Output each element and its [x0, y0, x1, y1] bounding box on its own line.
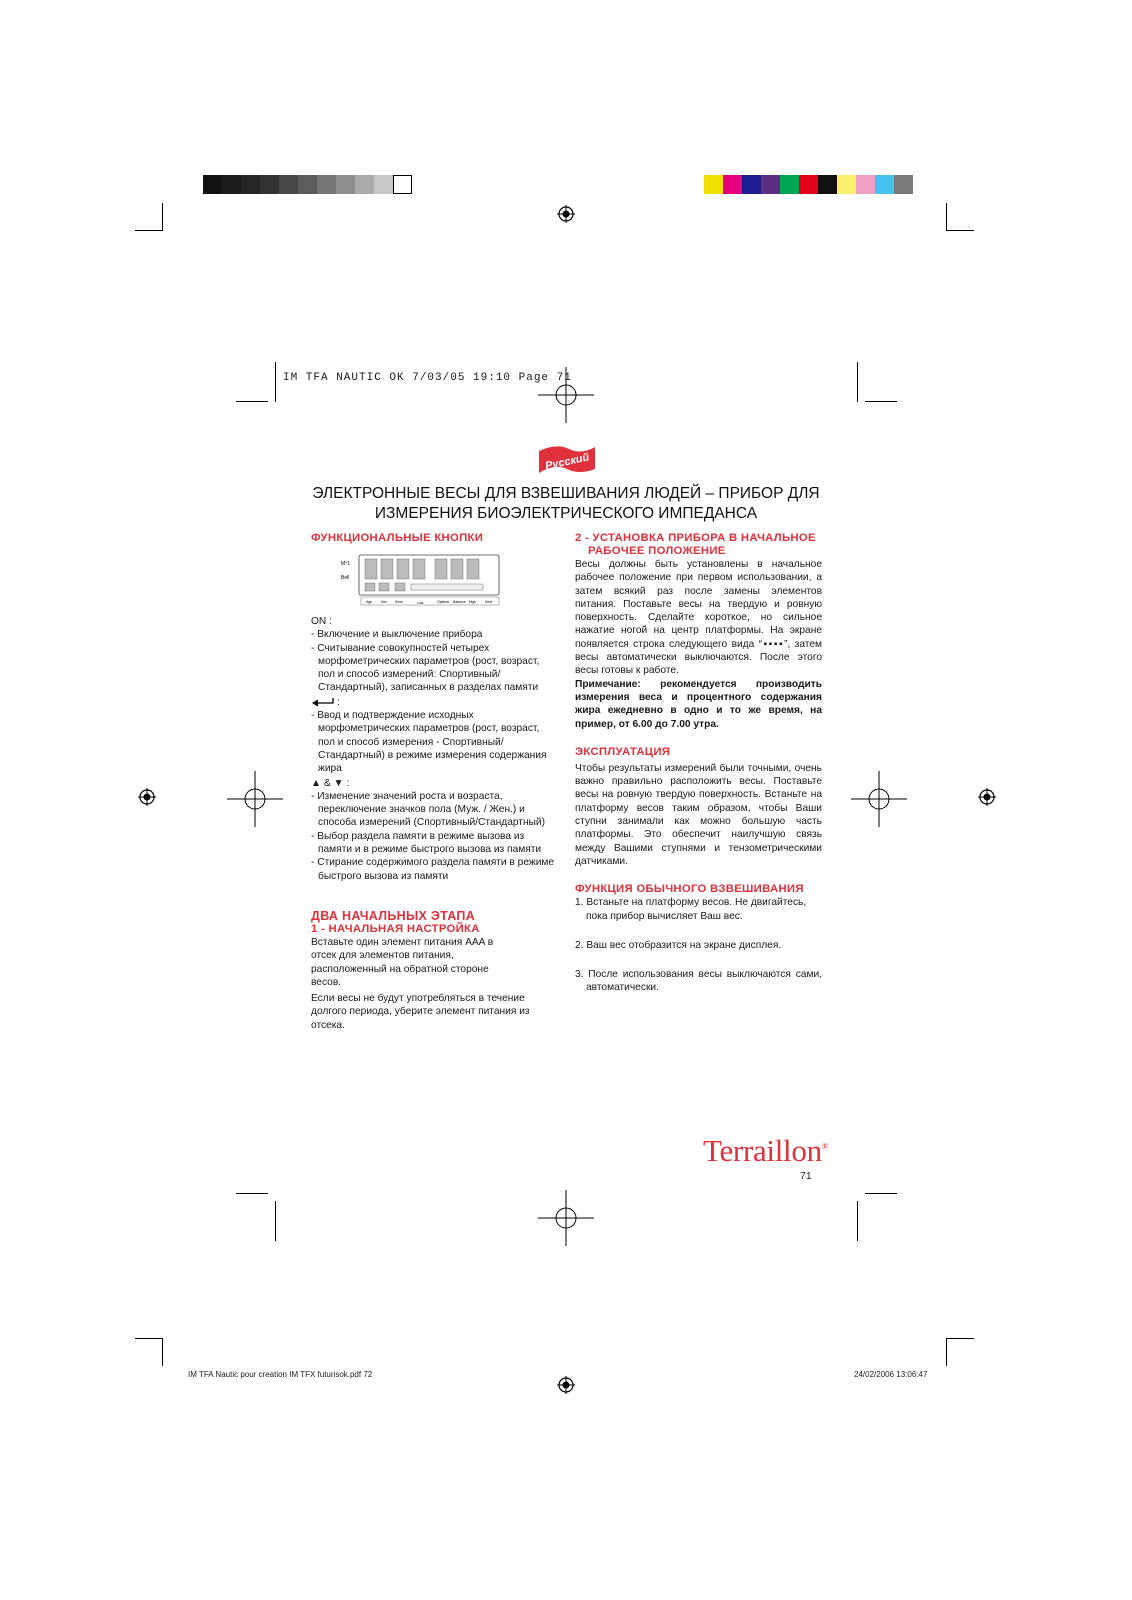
crop-mark: [135, 1338, 163, 1339]
on-label: ON :: [311, 616, 332, 627]
title-line-1: ЭЛЕКТРОННЫЕ ВЕСЫ ДЛЯ ВЗВЕШИВАНИЯ ЛЮДЕЙ – ПРИБОР ДЛЯ: [312, 485, 820, 502]
weighing-step: 3. После использования весы выключаются сами, автоматически.: [575, 969, 822, 994]
display-label: M°1: [341, 561, 350, 567]
left-column: [311, 532, 555, 1032]
right-column: [575, 532, 822, 995]
registration-mark-icon: [556, 204, 576, 224]
display-label: Low: [417, 601, 424, 605]
title-line-2: ИЗМЕРЕНИЯ БИОЭЛЕКТРИЧЕСКОГО ИМПЕДАНСА: [374, 505, 758, 522]
brand-logo: [703, 1133, 828, 1169]
enter-suffix: :: [337, 696, 340, 708]
crop-mark: [236, 401, 268, 402]
calibration-swatch: [355, 175, 374, 194]
crop-mark: [865, 401, 897, 402]
calibration-swatch: [875, 175, 894, 194]
calibration-swatch: [298, 175, 317, 194]
crop-mark: [946, 230, 974, 231]
usage-heading: ЭКСПЛУАТАЦИЯ: [575, 745, 671, 758]
display-label: Bell: [341, 575, 350, 581]
lcd-display-illustration: [341, 553, 501, 609]
step1-paragraph: Вставьте один элемент питания AAA в отсек для элементов питания, расположенный на обратной стороне весов.: [311, 936, 494, 988]
on-item: - Считывание совокупностей четырех морфометрических параметров (рост, возраст, пол и способ измерений: Спортивный/Стандартный), записанных в разделах памяти: [311, 642, 540, 694]
crop-mark: [857, 1201, 858, 1241]
footer-timestamp: 24/02/2006 13:06:47: [854, 1370, 928, 1379]
weighing-heading: ФУНКЦИЯ ОБЫЧНОГО ВЗВЕШИВАНИЯ: [575, 883, 804, 896]
calibration-swatch: [279, 175, 298, 194]
calibration-swatch: [799, 175, 818, 194]
note-paragraph: Примечание: рекомендуется производить измерения веса и процентного содержания жира ежедневно в одно и то же время, на пример, от 6.00 до 7.00 утра.: [575, 678, 822, 730]
step1-heading: 1 - НАЧАЛЬНАЯ НАСТРОЙКА: [311, 922, 480, 935]
display-label: Age: [366, 600, 373, 604]
registered-mark: ®: [821, 1141, 829, 1152]
crop-mark: [236, 1193, 268, 1194]
display-label: Sex: [381, 600, 388, 604]
calibration-swatch: [222, 175, 241, 194]
calibration-swatch: [260, 175, 279, 194]
calibration-swatch: [894, 175, 913, 194]
on-item: - Включение и выключение прибора: [311, 629, 483, 641]
calibration-swatch: [761, 175, 780, 194]
step2-heading: [575, 532, 822, 558]
enter-arrow-icon: [311, 697, 335, 708]
usage-paragraph: Чтобы результаты измерений были точными, очень важно правильно расположить весы. Поставьте весы на ровную твердую поверхность. Встаньте на платформу весов таким образом, чтобы Ваши ступни занимали как можно большую часть платформы. Это обеспечит наилучшую связь между Вашими ступнями и тензометрическими датчиками.: [575, 762, 822, 867]
calibration-swatch: [241, 175, 260, 194]
step1-paragraph: Если весы не будут употребляться в течение долгого периода, уберите элемент питания из отсека.: [311, 993, 530, 1031]
arrows-label: ▲ & ▼ :: [311, 777, 350, 789]
weighing-step: 2. Ваш вес отобразится на экране дисплея.: [575, 939, 782, 951]
registration-mark-icon: [137, 787, 157, 807]
enter-label: [311, 696, 555, 709]
calibration-swatch: [374, 175, 393, 194]
language-label: Русский: [544, 451, 591, 473]
arrows-item: - Выбор раздела памяти в режиме вызова из памяти и в режиме быстрого вызова из памяти: [311, 830, 542, 856]
crop-mark: [275, 362, 276, 402]
arrows-item: - Изменение значений роста и возраста, переключение значков пола (Муж. / Жен.) и способа измерений (Спортивный/Стандартный): [311, 790, 546, 829]
brand-name: Terraillon: [703, 1133, 822, 1168]
crop-mark: [865, 1193, 897, 1194]
crop-mark: [946, 203, 947, 231]
calibration-swatch: [317, 175, 336, 194]
calibration-swatch: [336, 175, 355, 194]
calibration-swatch: [203, 175, 222, 194]
crosshair-mark-icon: [538, 1190, 594, 1246]
page-number: 71: [800, 1170, 812, 1182]
display-label: Next: [485, 600, 493, 604]
weighing-step: 1. Встаньте на платформу весов. Не двигайтесь, пока прибор вычисляет Ваш вес.: [575, 897, 807, 922]
crosshair-mark-icon: [227, 771, 283, 827]
crop-mark: [135, 230, 163, 231]
enter-item: - Ввод и подтверждение исходных морфометрических параметров (рост, возраст, пол и способ измерения - Спортивный/Стандартный) в режиме измерения содержания жира: [311, 710, 547, 775]
registration-mark-icon: [556, 1375, 576, 1395]
calibration-swatch: [780, 175, 799, 194]
calibration-swatch: [837, 175, 856, 194]
crop-mark: [946, 1338, 974, 1339]
calibration-swatch: [704, 175, 723, 194]
step2-heading-line: РАБОЧЕЕ ПОЛОЖЕНИЕ: [588, 545, 726, 557]
crosshair-mark-icon: [851, 771, 907, 827]
two-steps-heading: ДВА НАЧАЛЬНЫХ ЭТАПА: [311, 908, 476, 923]
display-label: Sexe: [395, 600, 403, 604]
calibration-swatch: [723, 175, 742, 194]
crop-mark: [275, 1201, 276, 1241]
step2-heading-line: 2 - УСТАНОВКА ПРИБОРА В НАЧАЛЬНОЕ: [575, 532, 816, 544]
calibration-swatch: [856, 175, 875, 194]
crop-mark: [857, 362, 858, 402]
calibration-swatch: [818, 175, 837, 194]
functional-buttons-heading: ФУНКЦИОНАЛЬНЫЕ КНОПКИ: [311, 532, 484, 544]
registration-mark-icon: [977, 787, 997, 807]
crop-mark: [162, 203, 163, 231]
display-label: High: [469, 600, 477, 604]
calibration-swatch: [393, 175, 412, 194]
display-label: Balance: [453, 600, 466, 604]
footer-filename: IM TFA Nautic pour creation IM TFX futurisok.pdf 72: [188, 1370, 373, 1379]
arrows-item: - Стирание содержимого раздела памяти в режиме быстрого вызова из памяти: [311, 857, 555, 882]
crop-mark: [946, 1338, 947, 1366]
page-title: [300, 484, 832, 524]
display-label: Optimal: [437, 600, 450, 604]
step2-paragraph: Весы должны быть установлены в начальное рабочее положение при первом использовании, а затем всякий раз после замены элементов питания. Поставьте весы на твердую и ровную поверхность. Сделайте короткое, но сильное нажатие ногой на центр платформы. На экране появляется строка следующего вида “▪▪▪▪”, затем весы автоматически выключаются. После этого весы готовы к работе.: [575, 559, 822, 677]
crop-mark: [162, 1338, 163, 1366]
language-badge: [537, 443, 597, 477]
slug-line: IM TFA NAUTIC OK 7/03/05 19:10 Page 71: [283, 372, 572, 384]
calibration-swatch: [742, 175, 761, 194]
